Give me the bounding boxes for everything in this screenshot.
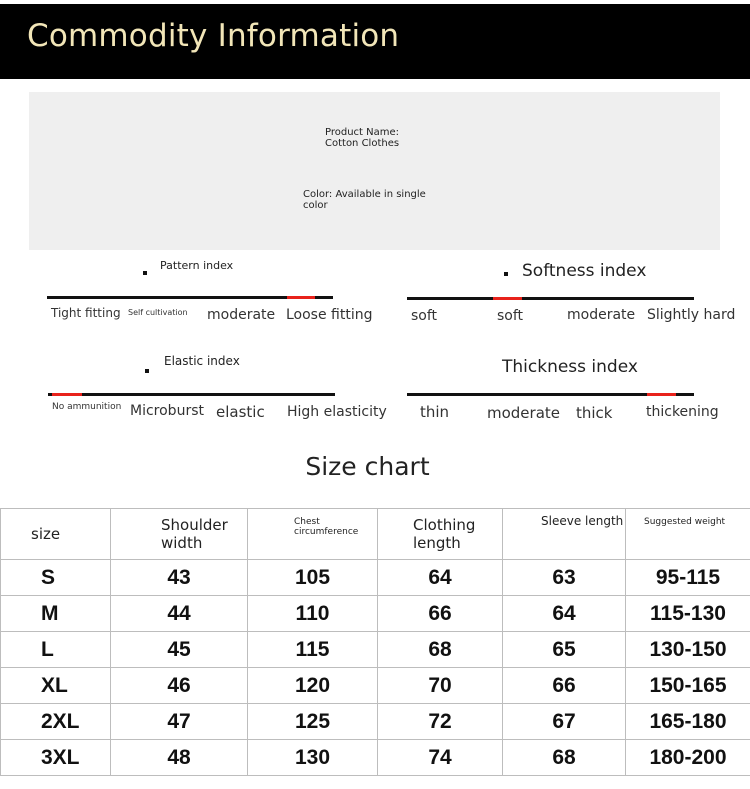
table-cell: M <box>1 596 111 632</box>
product-color-line1: Color: Available in single <box>303 189 426 200</box>
product-name-line2: Cotton Clothes <box>325 138 400 149</box>
table-row <box>1 632 750 668</box>
table-header-row <box>1 509 750 560</box>
table-cell: 64 <box>503 596 626 632</box>
table-cell: 43 <box>111 560 248 596</box>
elastic-index-marker <box>52 393 82 396</box>
table-row <box>1 596 750 632</box>
table-cell: 110 <box>248 596 378 632</box>
table-cell: 66 <box>503 668 626 704</box>
softness-option-2: soft <box>497 308 524 324</box>
table-cell: 115-130 <box>626 596 750 632</box>
thickness-option-3: thick <box>576 404 613 422</box>
thickness-index-title: Thickness index <box>502 357 638 377</box>
softness-index-marker <box>493 297 522 300</box>
table-cell: 65 <box>503 632 626 668</box>
table-cell: 3XL <box>1 740 111 776</box>
product-info-box <box>29 92 720 250</box>
pattern-option-4: Loose fitting <box>286 307 373 323</box>
table-cell: 48 <box>111 740 248 776</box>
softness-option-3: moderate <box>567 307 636 323</box>
table-cell: 130 <box>248 740 378 776</box>
column-header-shoulder-width: Shoulder width <box>111 509 248 560</box>
table-cell: 150-165 <box>626 668 750 704</box>
table-cell: 115 <box>248 632 378 668</box>
column-header-clothing-length: Clothing length <box>378 509 503 560</box>
pattern-option-1: Tight fitting <box>51 306 121 320</box>
table-cell: 64 <box>378 560 503 596</box>
bullet-icon <box>143 271 147 275</box>
table-cell: 68 <box>378 632 503 668</box>
table-cell: 68 <box>503 740 626 776</box>
table-cell: 95-115 <box>626 560 750 596</box>
table-cell: S <box>1 560 111 596</box>
table-cell: 45 <box>111 632 248 668</box>
product-color-label <box>303 189 426 211</box>
thickness-option-1: thin <box>420 403 450 421</box>
table-cell: 2XL <box>1 704 111 740</box>
table-row <box>1 668 750 704</box>
table-cell: 74 <box>378 740 503 776</box>
column-header-chest-circumference: Chest circumference <box>248 509 378 560</box>
elastic-index-scale <box>48 393 335 396</box>
pattern-index-marker <box>287 296 315 299</box>
table-cell: 46 <box>111 668 248 704</box>
thickness-index-marker <box>647 393 676 396</box>
product-name-line1: Product Name: <box>325 127 400 138</box>
table-cell: 165-180 <box>626 704 750 740</box>
table-row <box>1 560 750 596</box>
header-banner <box>0 4 750 79</box>
table-cell: 47 <box>111 704 248 740</box>
table-cell: 105 <box>248 560 378 596</box>
softness-index-title: Softness index <box>522 261 647 281</box>
product-name-label <box>325 127 399 149</box>
table-cell: 44 <box>111 596 248 632</box>
column-header-suggested-weight: Suggested weight <box>626 509 750 560</box>
pattern-index-title: Pattern index <box>160 259 234 272</box>
softness-option-1: soft <box>411 308 438 324</box>
elastic-index-title: Elastic index <box>164 354 240 368</box>
softness-index-scale <box>407 297 694 300</box>
pattern-option-3: moderate <box>207 307 276 323</box>
table-cell: 130-150 <box>626 632 750 668</box>
elastic-option-2: Microburst <box>130 403 204 419</box>
thickness-option-4: thickening <box>646 404 719 420</box>
softness-option-4: Slightly hard <box>647 307 736 323</box>
bullet-icon <box>504 272 508 276</box>
table-row <box>1 740 750 776</box>
table-cell: 66 <box>378 596 503 632</box>
thickness-option-2: moderate <box>487 404 561 422</box>
table-cell: XL <box>1 668 111 704</box>
table-cell: 125 <box>248 704 378 740</box>
page-title: Commodity Information <box>27 18 400 54</box>
table-cell: 70 <box>378 668 503 704</box>
table-row <box>1 704 750 740</box>
bullet-icon <box>145 369 149 373</box>
elastic-option-3: elastic <box>216 403 265 421</box>
table-cell: 120 <box>248 668 378 704</box>
elastic-option-1: No ammunition <box>52 402 122 412</box>
size-chart-title: Size chart <box>305 452 430 481</box>
size-chart-table <box>0 508 750 776</box>
pattern-option-2: Self cultivation <box>128 308 188 317</box>
column-header-sleeve-length: Sleeve length <box>503 509 626 560</box>
table-cell: 180-200 <box>626 740 750 776</box>
column-header-size: size <box>1 509 111 560</box>
table-cell: 72 <box>378 704 503 740</box>
table-cell: L <box>1 632 111 668</box>
product-color-line2: color <box>303 200 328 211</box>
elastic-option-4: High elasticity <box>287 404 387 420</box>
table-cell: 63 <box>503 560 626 596</box>
table-cell: 67 <box>503 704 626 740</box>
